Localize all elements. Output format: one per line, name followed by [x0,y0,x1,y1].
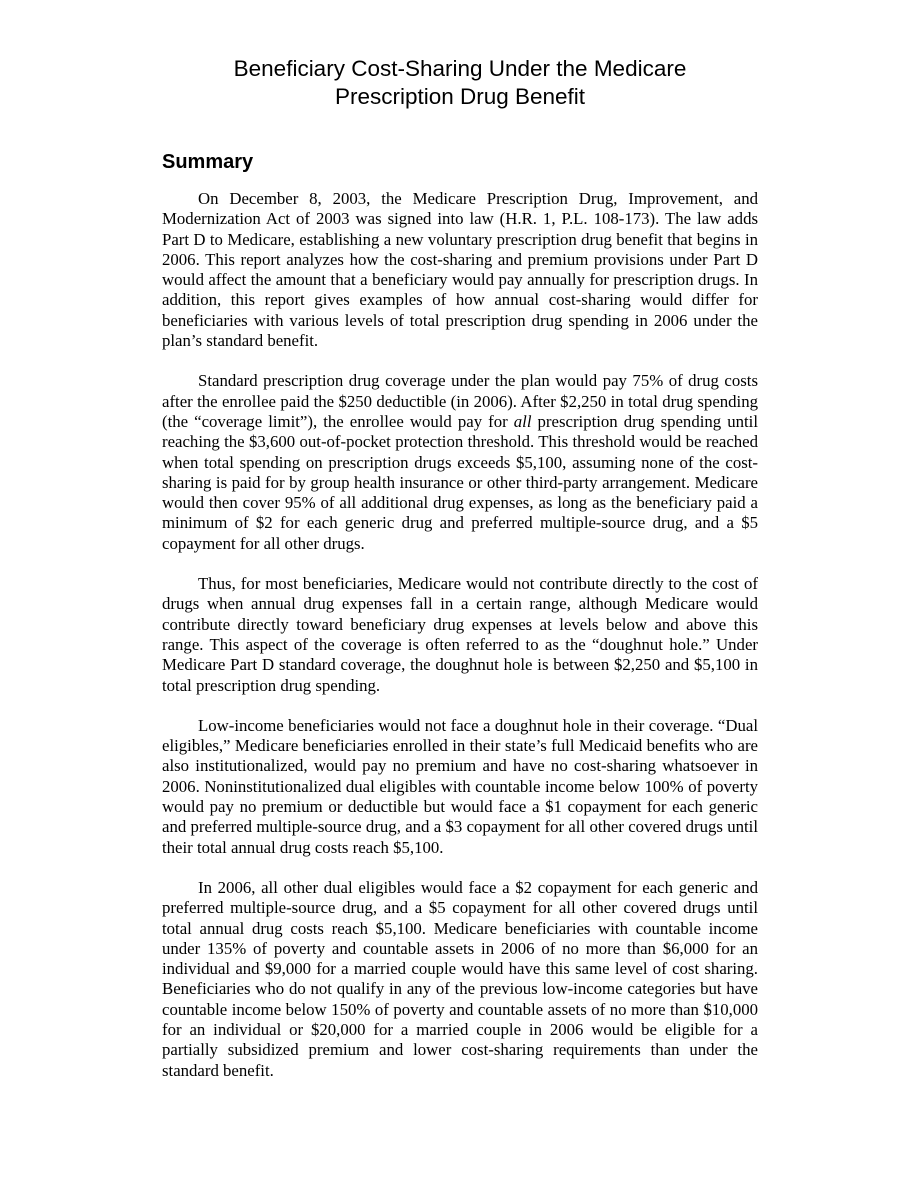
paragraph-2-text-after: prescription drug spending until reaching the $3,600 out-of-pocket protection threshold. This threshold would be reached when total spending on prescription drugs exceeds $5,100, assuming none of the cost-sharing is paid for by group health insurance or other third-party arrangement. Medicare would then cover 95% of all additional drug expenses, as long as the beneficiary paid a minimum of $2 for each generic drug and preferred multiple-source drug, and a $5 copayment for all other drugs. [162,411,758,553]
summary-heading: Summary [162,151,254,173]
summary-paragraph-1: On December 8, 2003, the Medicare Prescription Drug, Improvement, and Modernization Act of 2003 was signed into law (H.R. 1, P.L. 108-173). The law adds Part D to Medicare, establishing a new voluntary prescription drug benefit that begins in 2006. This report analyzes how the cost-sharing and premium provisions under Part D would affect the amount that a beneficiary would pay annually for prescription drugs. In addition, this report gives examples of how annual cost-sharing would differ for beneficiaries with various levels of total prescription drug spending in 2006 under the plan’s standard benefit. [162,189,758,351]
summary-paragraph-2 [162,371,758,554]
paragraph-2-italic-emphasis: all [513,411,532,431]
document-page [162,55,758,1081]
document-title [162,55,758,111]
paragraph-2-text-before: Standard prescription drug coverage under the plan would pay 75% of drug costs after the enrollee paid the $250 deductible (in 2006). After $2,250 in total drug spending (the “coverage limit”), the enrollee would pay for [162,371,758,431]
summary-paragraph-3: Thus, for most beneficiaries, Medicare would not contribute directly to the cost of drugs when annual drug expenses fall in a certain range, although Medicare would contribute directly toward beneficiary drug expenses at levels below and above this range. This aspect of the coverage is often referred to as the “doughnut hole.” Under Medicare Part D standard coverage, the doughnut hole is between $2,250 and $5,100 in total prescription drug spending. [162,574,758,695]
summary-paragraph-4: Low-income beneficiaries would not face a doughnut hole in their coverage. “Dual eligibles,” Medicare beneficiaries enrolled in their state’s full Medicaid benefits who are also institutionalized, would pay no premium and have no cost-sharing whatsoever in 2006. Noninstitutionalized dual eligibles with countable income below 100% of poverty would pay no premium or deductible but would face a $1 copayment for each generic and preferred multiple-source drug, and a $3 copayment for all other covered drugs until their total annual drug costs reach $5,100. [162,715,758,857]
summary-paragraph-5: In 2006, all other dual eligibles would face a $2 copayment for each generic and preferred multiple-source drug, and a $5 copayment for all other covered drugs until total annual drug costs reach $5,100. Medicare beneficiaries with countable income under 135% of poverty and countable assets in 2006 of no more than $6,000 for an individual and $9,000 for a married couple would have this same level of cost sharing. Beneficiaries who do not qualify in any of the previous low-income categories but have countable income below 150% of poverty and countable assets of no more than $10,000 for an individual or $20,000 for a married couple in 2006 would be eligible for a partially subsidized premium and lower cost-sharing requirements than under the standard benefit. [162,877,758,1080]
title-line-1: Beneficiary Cost-Sharing Under the Medicare [233,56,687,81]
title-line-2: Prescription Drug Benefit [334,84,586,109]
